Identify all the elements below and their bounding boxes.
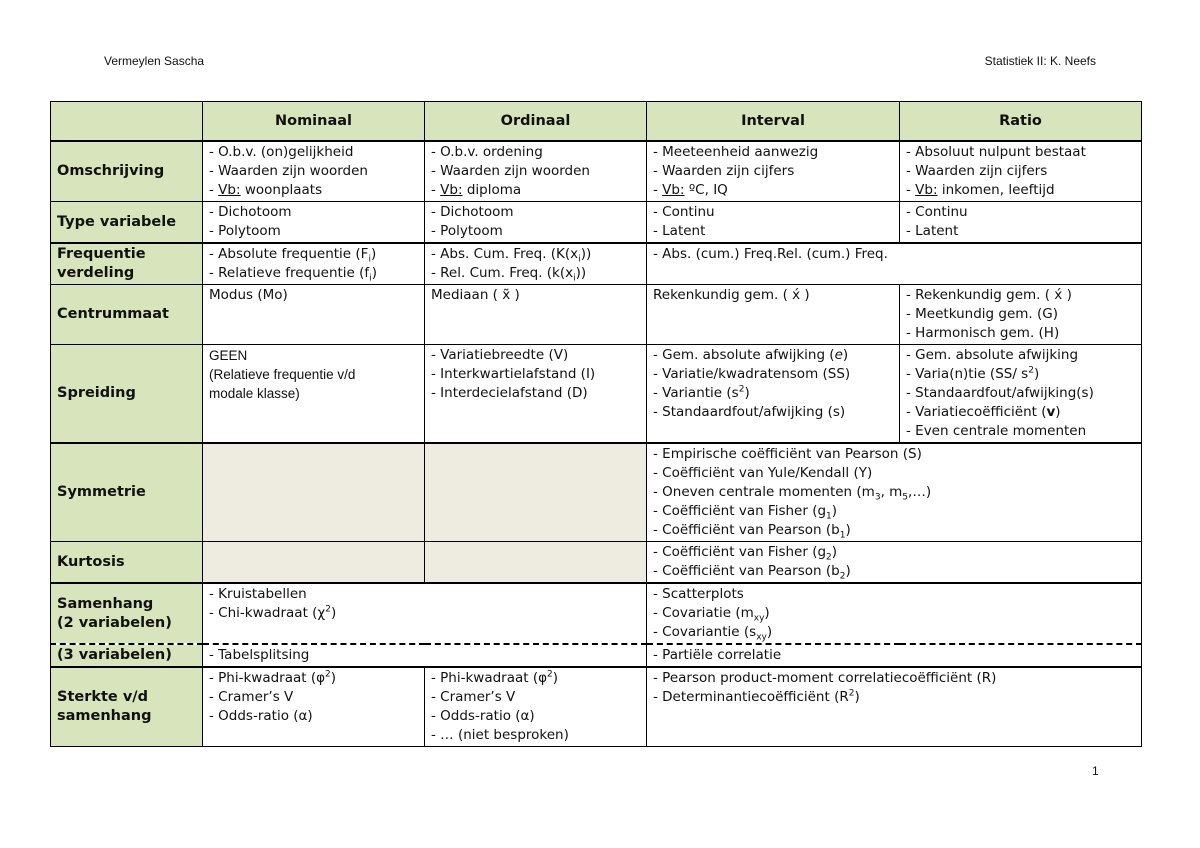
text: ) <box>764 605 770 621</box>
label-line: Frequentie <box>57 246 146 262</box>
cell-line: - Empirische coëfficiënt van Pearson (S) <box>653 446 922 462</box>
cell-line: - Variatiebreedte (V) <box>431 347 569 363</box>
page-number: 1 <box>1092 764 1099 778</box>
cell-line <box>653 604 1135 623</box>
cell-line <box>653 483 1135 502</box>
subscript: i <box>368 254 371 265</box>
row-type-variabele <box>51 202 1142 244</box>
cell-centrummaat-interval: Rekenkundig gem. ( x́ ) <box>647 285 900 345</box>
cell-symmetrie-nominaal-empty <box>203 443 425 542</box>
corner-cell <box>51 102 203 142</box>
subscript: i <box>573 273 576 284</box>
row-label-kurtosis: Kurtosis <box>51 542 203 584</box>
cell-line <box>209 181 418 200</box>
row-label-type-variabele: Type variabele <box>51 202 203 244</box>
subscript: i <box>578 254 581 265</box>
cell-spreiding-interval <box>647 345 900 444</box>
bold-symbol: v <box>1046 404 1056 420</box>
cell-line: - Polytoom <box>209 223 281 239</box>
line-prefix: - <box>653 182 663 198</box>
text: - Oneven centrale momenten (m <box>653 484 875 500</box>
column-header-nominaal: Nominaal <box>203 102 425 142</box>
text: - Phi-kwadraat (φ <box>431 670 548 686</box>
cell-line: - Harmonisch gem. (H) <box>906 325 1060 341</box>
cell-type-interval <box>647 202 900 244</box>
cell-line <box>906 403 1135 422</box>
text: - Covariatie (m <box>653 605 754 621</box>
cell-frequentie-interval-ratio: - Abs. (cum.) Freq.Rel. (cum.) Freq. <box>647 243 1142 285</box>
header-author: Vermeylen Sascha <box>104 54 205 68</box>
row-label-sterkte <box>51 667 203 747</box>
cell-symmetrie-ordinaal-empty <box>425 443 647 542</box>
row-label-symmetrie: Symmetrie <box>51 443 203 542</box>
cell-line: - Latent <box>906 223 959 239</box>
label-line: (2 variabelen) <box>57 614 172 631</box>
cell-line: - Cramer’s V <box>431 689 516 705</box>
cell-line: - Pearson product-moment correlatiecoëfficiënt (R) <box>653 670 997 686</box>
label-line: Samenhang <box>57 595 154 612</box>
row-label-samenhang <box>51 583 203 644</box>
text: ) <box>845 522 851 538</box>
cell-line: - Kruistabellen <box>209 586 307 602</box>
cell-line: - Rekenkundig gem. ( x́ ) <box>906 287 1072 303</box>
cell-line <box>653 384 893 403</box>
cell-line: - Meetkundig gem. (G) <box>906 306 1059 322</box>
cell-line: - Dichotoom <box>209 204 292 220</box>
text: )) <box>580 246 592 262</box>
cell-line: - Scatterplots <box>653 586 744 602</box>
vb-label: Vb: <box>915 182 938 198</box>
text: ) <box>1055 404 1061 420</box>
cell-drie-interval-ratio: - Partiële correlatie <box>647 644 1142 667</box>
cell-line: - Waarden zijn cijfers <box>906 163 1048 179</box>
cell-line: - Absoluut nulpunt bestaat <box>906 144 1086 160</box>
cell-line <box>431 181 640 200</box>
subscript: 1 <box>826 511 832 522</box>
subscript: 1 <box>839 530 846 541</box>
cell-line: - Odds-ratio (α) <box>209 708 313 724</box>
row-label-omschrijving: Omschrijving <box>51 141 203 202</box>
row-frequentie <box>51 243 1142 285</box>
row-kurtosis <box>51 542 1142 584</box>
cell-line <box>431 245 640 264</box>
text: ) <box>370 246 377 262</box>
label-line: verdeling <box>57 265 135 281</box>
text: ) <box>371 265 377 281</box>
cell-line: (Relatieve frequentie v/d <box>209 367 356 382</box>
cell-kurtosis-ordinaal-empty <box>425 542 647 584</box>
cell-line <box>653 623 1135 642</box>
cell-line <box>653 346 893 365</box>
text: ) <box>330 605 337 621</box>
cell-line: - Odds-ratio (α) <box>431 708 535 724</box>
cell-line: modale klasse) <box>209 386 300 401</box>
text: ) <box>842 347 849 363</box>
row-sterkte <box>51 667 1142 747</box>
cell-line <box>653 521 1135 540</box>
cell-line <box>653 181 893 200</box>
cell-samenhang-interval-ratio <box>647 583 1142 644</box>
cell-type-ordinaal <box>425 202 647 244</box>
vb-label: Vb: <box>218 182 241 198</box>
text: - Absolute frequentie (F <box>209 246 369 262</box>
cell-line: GEEN <box>209 348 248 363</box>
cell-line: - Interkwartielafstand (I) <box>431 366 596 382</box>
cell-spreiding-nominaal <box>203 345 425 444</box>
cell-line: - … (niet besproken) <box>431 727 569 743</box>
row-samenhang <box>51 583 1142 644</box>
measurement-levels-table <box>50 101 1142 747</box>
cell-line: - Dichotoom <box>431 204 514 220</box>
cell-line: - Waarden zijn woorden <box>209 163 368 179</box>
subscript: 2 <box>839 571 846 582</box>
cell-line <box>653 688 1135 707</box>
vb-value: ºC, IQ <box>684 182 728 198</box>
cell-line: - O.b.v. (on)gelijkheid <box>209 144 354 160</box>
column-header-row <box>51 102 1142 142</box>
text: ) <box>845 563 851 579</box>
row-drie-variabelen <box>51 644 1142 667</box>
text: ) <box>1033 366 1040 382</box>
cell-spreiding-ratio <box>900 345 1142 444</box>
cell-frequentie-ordinaal <box>425 243 647 285</box>
cell-line: - Standaardfout/afwijking (s) <box>653 404 846 420</box>
superscript: 2 <box>738 384 745 395</box>
cell-line: - Waarden zijn cijfers <box>653 163 795 179</box>
cell-line <box>653 562 1135 581</box>
cell-line: - Polytoom <box>431 223 503 239</box>
text: - Abs. Cum. Freq. (K(x <box>431 246 579 262</box>
cell-line: - Gem. absolute afwijking <box>906 347 1079 363</box>
cell-omschrijving-ratio <box>900 141 1142 202</box>
text: - Coëfficiënt van Pearson (b <box>653 563 840 579</box>
superscript: 2 <box>848 688 855 699</box>
vb-value: inkomen, leeftijd <box>937 182 1055 198</box>
cell-kurtosis-interval-ratio <box>647 542 1142 584</box>
cell-omschrijving-ordinaal <box>425 141 647 202</box>
superscript: 2 <box>325 604 331 615</box>
row-label-spreiding: Spreiding <box>51 345 203 444</box>
cell-sterkte-nominaal <box>203 667 425 747</box>
text: ) <box>552 670 559 686</box>
line-prefix: - <box>431 182 441 198</box>
cell-line <box>431 264 640 283</box>
cell-line: - Cramer’s V <box>209 689 294 705</box>
text: )) <box>575 265 587 281</box>
cell-centrummaat-ordinaal: Mediaan ( x̃ ) <box>425 285 647 345</box>
row-omschrijving <box>51 141 1142 202</box>
superscript: 2 <box>547 669 553 680</box>
text: - Determinantiecoëfficiënt (R <box>653 689 849 705</box>
vb-value: diploma <box>462 182 522 198</box>
text: - Coëfficiënt van Pearson (b <box>653 522 840 538</box>
cell-sterkte-ordinaal <box>425 667 647 747</box>
cell-line: - Continu <box>906 204 968 220</box>
italic-symbol: e <box>834 347 843 363</box>
cell-line: - Waarden zijn woorden <box>431 163 590 179</box>
text: ) <box>330 670 337 686</box>
cell-centrummaat-nominaal: Modus (Mo) <box>203 285 425 345</box>
text: ) <box>854 689 860 705</box>
text: ) <box>766 624 773 640</box>
cell-line <box>653 502 1135 521</box>
cell-spreiding-ordinaal <box>425 345 647 444</box>
row-spreiding <box>51 345 1142 444</box>
text: - Covariantie (s <box>653 624 757 640</box>
text: - Variatiecoëfficiënt ( <box>906 404 1047 420</box>
text: ) <box>744 385 750 401</box>
vb-label: Vb: <box>440 182 463 198</box>
subscript: 3 <box>874 492 881 503</box>
cell-line: - Latent <box>653 223 706 239</box>
cell-line: - Coëfficiënt van Yule/Kendall (Y) <box>653 465 873 481</box>
row-label-frequentie <box>51 243 203 285</box>
text: , m <box>880 484 903 500</box>
cell-line <box>209 604 640 623</box>
cell-frequentie-nominaal <box>203 243 425 285</box>
subscript: xy <box>753 613 765 624</box>
text: - Coëfficiënt van Fisher (g <box>653 544 827 560</box>
cell-omschrijving-interval <box>647 141 900 202</box>
text: - Relatieve frequentie (f <box>209 265 370 281</box>
column-header-ratio: Ratio <box>900 102 1142 142</box>
row-label-centrummaat: Centrummaat <box>51 285 203 345</box>
text: ) <box>831 544 838 560</box>
cell-line: - Standaardfout/afwijking(s) <box>906 385 1094 401</box>
cell-line <box>906 365 1135 384</box>
vb-label: Vb: <box>662 182 685 198</box>
cell-centrummaat-ratio <box>900 285 1142 345</box>
cell-line <box>653 543 1135 562</box>
cell-line <box>209 245 418 264</box>
cell-symmetrie-interval-ratio <box>647 443 1142 542</box>
cell-line: - Variatie/kwadratensom (SS) <box>653 366 851 382</box>
text: - Gem. absolute afwijking ( <box>653 347 835 363</box>
cell-line: - O.b.v. ordening <box>431 144 543 160</box>
text: - Varia(n)tie (SS/ s <box>906 366 1029 382</box>
header-course: Statistiek II: K. Neefs <box>984 54 1096 68</box>
text: - Chi-kwadraat (χ <box>209 605 326 621</box>
cell-line: - Even centrale momenten <box>906 423 1087 439</box>
vb-value: woonplaats <box>240 182 323 198</box>
cell-line: - Continu <box>653 204 715 220</box>
cell-drie-nom-ord: - Tabelsplitsing <box>203 644 647 667</box>
row-centrummaat <box>51 285 1142 345</box>
subscript: 5 <box>902 492 909 503</box>
subscript: i <box>369 273 372 284</box>
cell-samenhang-nom-ord <box>203 583 647 644</box>
row-symmetrie <box>51 443 1142 542</box>
text: ) <box>831 503 838 519</box>
superscript: 2 <box>1028 365 1034 376</box>
row-label-drie-variabelen: (3 variabelen) <box>51 644 203 667</box>
text: - Variantie (s <box>653 385 739 401</box>
cell-line: - Interdecielafstand (D) <box>431 385 588 401</box>
text: - Rel. Cum. Freq. (k(x <box>431 265 574 281</box>
cell-line <box>431 669 640 688</box>
cell-line: - Meeteenheid aanwezig <box>653 144 819 160</box>
cell-kurtosis-nominaal-empty <box>203 542 425 584</box>
subscript: 2 <box>826 552 832 563</box>
cell-line <box>209 669 418 688</box>
column-header-ordinaal: Ordinaal <box>425 102 647 142</box>
superscript: 2 <box>325 669 331 680</box>
line-prefix: - <box>906 182 916 198</box>
label-line: samenhang <box>57 708 152 724</box>
text: - Phi-kwadraat (φ <box>209 670 326 686</box>
cell-type-nominaal <box>203 202 425 244</box>
label-line: Sterkte v/d <box>57 689 148 705</box>
text: - Coëfficiënt van Fisher (g <box>653 503 827 519</box>
cell-omschrijving-nominaal <box>203 141 425 202</box>
cell-sterkte-interval-ratio <box>647 667 1142 747</box>
cell-type-ratio <box>900 202 1142 244</box>
cell-line <box>906 181 1135 200</box>
cell-line <box>209 264 418 283</box>
line-prefix: - <box>209 182 219 198</box>
text: ,…) <box>908 484 932 500</box>
column-header-interval: Interval <box>647 102 900 142</box>
subscript: xy <box>756 632 767 643</box>
